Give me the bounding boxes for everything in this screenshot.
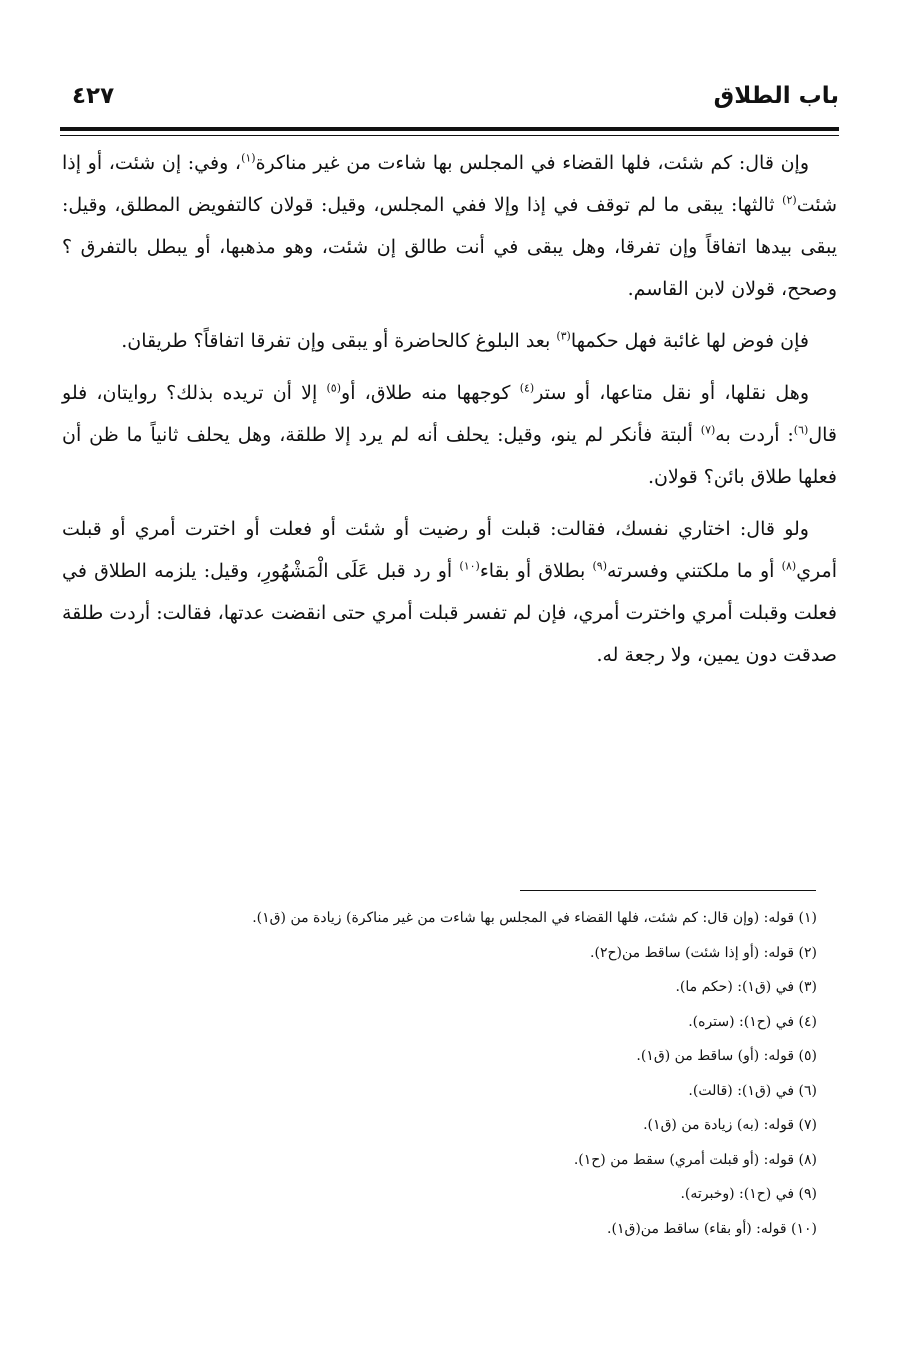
paragraph-text: وإن قال: كم شئت، فلها القضاء في المجلس بها شاءت من غير مناكرة xyxy=(255,152,809,174)
footnote-separator xyxy=(520,890,816,891)
paragraph-text: ، وفي: إن شئت، أو إذا شئت xyxy=(62,152,837,216)
paragraph-text: أو رد قبل عَلَى الْمَشْهُورِ، وقيل: يلزمه الطلاق في فعلت وقبلت أمري واخترت أمري، فإن لم تفسر قبلت أمري حتى انقضت عدتها، فقالت: أردت طلقة صدقت دون يمين، ولا رجعة له. xyxy=(62,560,837,666)
footnote-marker: (٤) xyxy=(519,381,535,395)
paragraph-text: فإن فوض لها غائبة فهل حكمها xyxy=(570,330,809,352)
footnote: (١) قوله: (وإن قال: كم شئت، فلها القضاء في المجلس بها شاءت من غير مناكرة) زيادة من (ق١). xyxy=(252,910,817,926)
paragraph xyxy=(62,372,837,498)
footnote: (٩) في (ح١): (وخبرته). xyxy=(680,1186,817,1202)
footnote-marker: (١) xyxy=(241,151,256,165)
paragraph-text: بطلاق أو بقاء xyxy=(479,560,593,582)
footnote-marker: (١٠) xyxy=(459,559,480,573)
footnote: (٣) في (ق١): (حكم ما). xyxy=(675,979,817,995)
footnote: (١٠) قوله: (أو بقاء) ساقط من(ق١). xyxy=(607,1220,817,1237)
footnote-marker: (٥) xyxy=(326,381,342,395)
paragraph-text: : أردت به xyxy=(715,424,794,446)
chapter-title: باب الطلاق xyxy=(713,83,839,109)
header-rule-thin xyxy=(60,135,839,136)
paragraph xyxy=(62,320,837,362)
paragraph-text: ألبتة فأنكر لم ينو، وقيل: يحلف أنه لم يرد إلا طلقة، وهل يحلف ثانياً ما ظن أن فعلها طلاق بائن؟ قولان. xyxy=(62,424,837,488)
footnote-marker: (٧) xyxy=(700,423,716,437)
paragraph-text: إلا أن تريده بذلك؟ روايتان، فلو قال xyxy=(62,382,837,446)
footnote-marker: (٨) xyxy=(781,559,797,573)
footnote: (٢) قوله: (أو إذا شئت) ساقط من(ح٢). xyxy=(590,944,817,961)
footnote-marker: (٩) xyxy=(592,559,607,573)
paragraph xyxy=(62,142,837,310)
footnote-marker: (٢) xyxy=(782,193,797,207)
main-text xyxy=(62,142,837,686)
footnote: (٤) في (ح١): (ستره). xyxy=(688,1013,817,1030)
paragraph-text: بعد البلوغ كالحاضرة أو يبقى وإن تفرقا اتفاقاً؟ طريقان. xyxy=(121,330,557,352)
footnote: (٧) قوله: (به) زيادة من (ق١). xyxy=(643,1117,817,1133)
paragraph-text: أو ما ملكتني وفسرته xyxy=(606,560,782,582)
paragraph-text: ثالثها: يبقى ما لم توقف في إذا وإلا ففي المجلس، وقيل: قولان كالتفويض المطلق، وقيل: يبقى بيدها اتفاقاً وإن تفرقا، وهل يبقى في أنت طالق إن شئت، وهو مذهبها، أو يبطل بالتفرق ؟ وصحح، قولان لابن القاسم. xyxy=(62,194,837,300)
paragraph xyxy=(62,508,837,676)
header-rule-thick xyxy=(60,127,839,131)
page-header xyxy=(60,78,839,118)
footnote: (٦) في (ق١): (قالت). xyxy=(688,1082,817,1099)
footnote-marker: (٣) xyxy=(556,329,571,343)
footnote-marker: (٦) xyxy=(793,423,809,437)
footnote: (٥) قوله: (أو) ساقط من (ق١). xyxy=(636,1048,817,1064)
footnote: (٨) قوله: (أو قبلت أمري) سقط من (ح١). xyxy=(573,1151,817,1168)
paragraph-text: ولو قال: اختاري نفسك، فقالت: قبلت أو رضيت أو شئت أو فعلت أو اخترت أمري أو قبلت أمري xyxy=(62,518,837,582)
paragraph-text: وهل نقلها، أو نقل متاعها، أو ستر xyxy=(534,382,810,404)
footnotes xyxy=(62,901,817,1246)
paragraph-text: كوجهها منه طلاق، أو xyxy=(341,382,520,404)
page-number: ٤٢٧ xyxy=(72,83,115,109)
